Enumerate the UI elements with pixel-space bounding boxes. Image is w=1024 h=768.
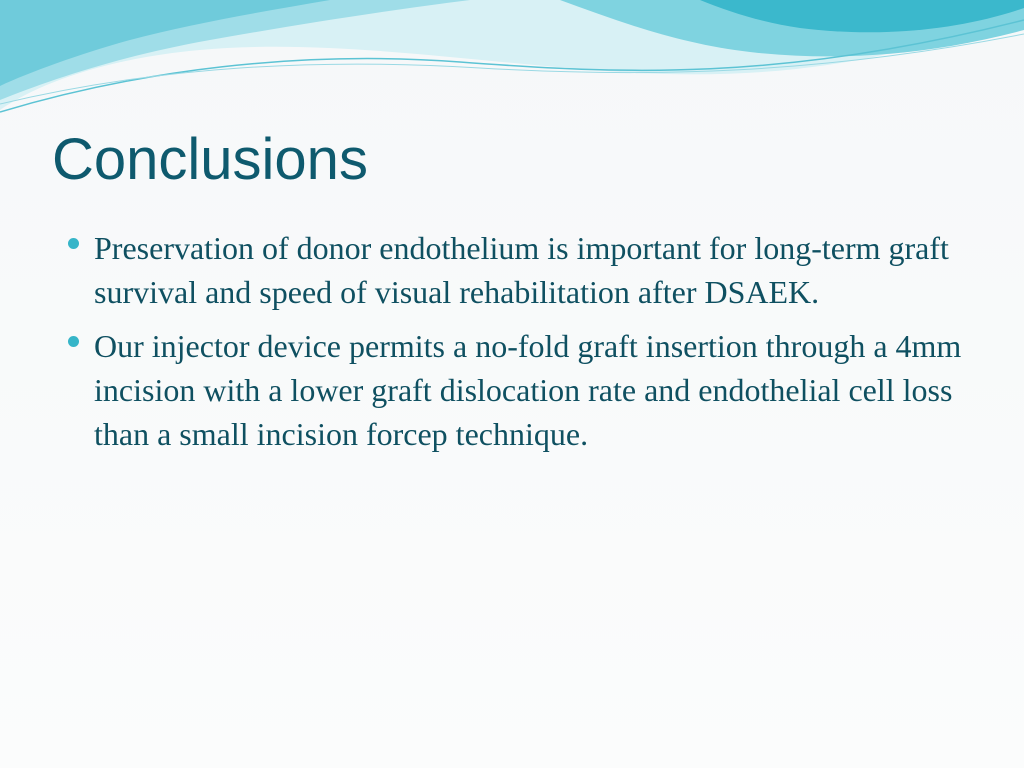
bullet-dot-icon [68,238,79,249]
bullet-dot-icon [68,336,79,347]
slide-title: Conclusions [52,127,368,192]
bullet-text: Preservation of donor endothelium is important for long-term graft survival and speed of visual rehabilitation after DSAEK. [94,230,949,310]
decorative-wave-header [0,0,1024,130]
bullet-list [62,226,962,466]
bullet-item [62,324,962,456]
bullet-item [62,226,962,314]
bullet-text: Our injector device permits a no-fold graft insertion through a 4mm incision with a lower graft dislocation rate and endothelial cell loss than a small incision forcep technique. [94,328,962,452]
